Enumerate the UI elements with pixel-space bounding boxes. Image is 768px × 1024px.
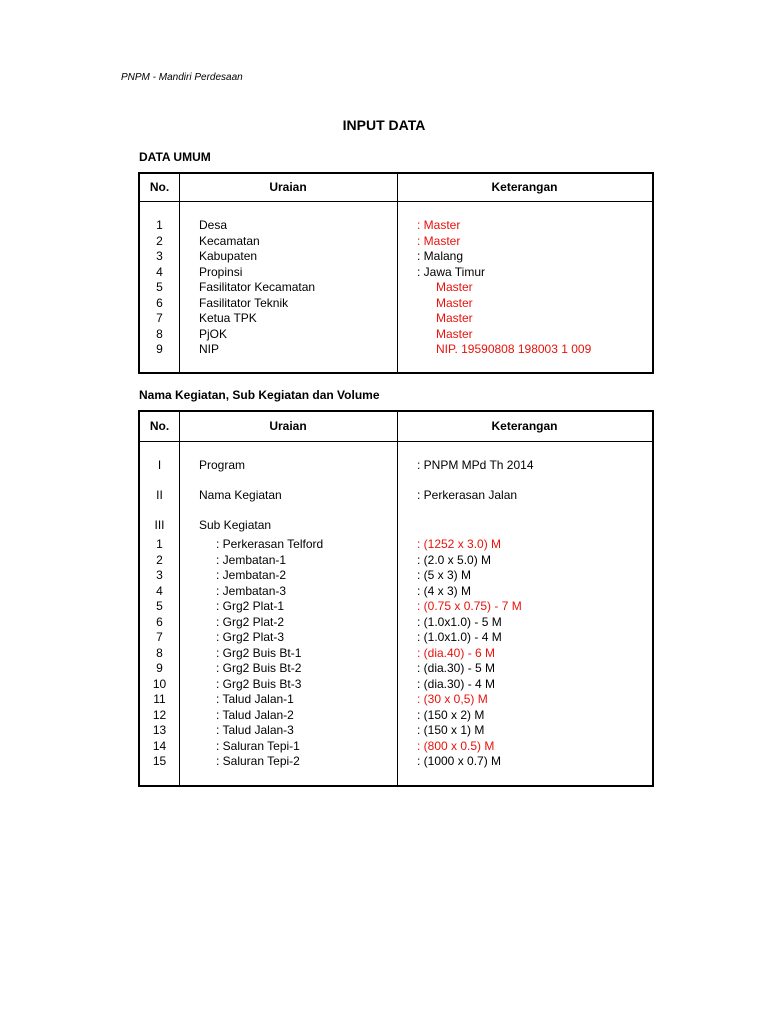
- table-row: [140, 280, 652, 296]
- row-uraian: : Perkerasan Telford: [216, 537, 324, 551]
- table-row: [140, 218, 652, 234]
- table-row: [140, 615, 652, 631]
- row-keterangan: : (150 x 1) M: [417, 723, 485, 737]
- row-uraian: : Grg2 Plat-1: [216, 599, 285, 613]
- col-uraian-header: Uraian: [269, 180, 307, 194]
- row-keterangan: Master: [436, 280, 473, 294]
- row-uraian: NIP: [199, 342, 220, 356]
- table-row: [140, 677, 652, 693]
- row-uraian: : Grg2 Plat-2: [216, 614, 285, 629]
- table-header: [140, 412, 652, 442]
- row-number: 14: [152, 738, 167, 753]
- row-keterangan: : (dia.40) - 6 M: [417, 645, 496, 660]
- table-header: [140, 174, 652, 202]
- kegiatan-table: [138, 410, 654, 787]
- row-number: 12: [152, 707, 167, 722]
- table-row: [140, 488, 652, 518]
- row-uraian: Kecamatan: [199, 233, 260, 248]
- row-keterangan: Master: [436, 295, 473, 310]
- row-number: 6: [156, 295, 163, 310]
- table-row: [140, 599, 652, 615]
- section-title-data-umum: DATA UMUM: [139, 150, 211, 164]
- row-number: 7: [156, 630, 163, 644]
- row-uraian: : Grg2 Plat-3: [216, 630, 285, 644]
- row-keterangan: Master: [436, 326, 473, 341]
- row-number: 1: [156, 537, 163, 551]
- row-number: 8: [156, 645, 163, 660]
- row-number: 5: [156, 280, 163, 294]
- table-row: [140, 553, 652, 569]
- row-uraian: : Jembatan-1: [216, 552, 287, 567]
- row-number: 2: [156, 233, 163, 248]
- row-keterangan: : Perkerasan Jalan: [417, 488, 518, 502]
- row-uraian: Desa: [199, 218, 228, 232]
- row-keterangan: : (0.75 x 0.75) - 7 M: [417, 599, 522, 613]
- row-keterangan: : (150 x 2) M: [417, 707, 485, 722]
- row-uraian: : Grg2 Buis Bt-2: [216, 661, 302, 675]
- page-title: INPUT DATA: [342, 117, 426, 133]
- row-uraian: : Jembatan-2: [216, 568, 287, 582]
- table-row: [140, 265, 652, 281]
- row-uraian: : Talud Jalan-3: [216, 723, 294, 737]
- row-number: 4: [156, 264, 163, 279]
- row-number: III: [154, 518, 165, 532]
- row-keterangan: : (4 x 3) M: [417, 583, 472, 598]
- col-keterangan-header: Keterangan: [491, 180, 558, 194]
- row-number: 15: [152, 754, 167, 768]
- row-number: II: [156, 488, 163, 502]
- row-uraian: Kabupaten: [199, 249, 258, 263]
- row-keterangan: : Master: [417, 218, 461, 232]
- row-uraian: Nama Kegiatan: [199, 488, 282, 502]
- row-number: 8: [156, 326, 163, 341]
- col-no-header: No.: [149, 419, 170, 433]
- row-keterangan: : (5 x 3) M: [417, 568, 472, 582]
- row-number: 3: [156, 249, 163, 263]
- row-number: 13: [152, 723, 167, 737]
- row-uraian: Ketua TPK: [199, 311, 257, 325]
- row-keterangan: Master: [436, 311, 473, 325]
- col-keterangan-header: Keterangan: [491, 419, 558, 433]
- row-number: 9: [156, 342, 163, 356]
- table-row: [140, 249, 652, 265]
- row-number: 10: [152, 676, 167, 691]
- table-row: [140, 234, 652, 250]
- row-keterangan: : (dia.30) - 4 M: [417, 676, 496, 691]
- row-uraian: PjOK: [199, 326, 228, 341]
- row-keterangan: : (dia.30) - 5 M: [417, 661, 496, 675]
- table-row: [140, 723, 652, 739]
- col-no-header: No.: [149, 180, 170, 194]
- row-keterangan: : Malang: [417, 249, 464, 263]
- row-keterangan: : Master: [417, 233, 461, 248]
- row-keterangan: : (2.0 x 5.0) M: [417, 552, 492, 567]
- row-uraian: : Grg2 Buis Bt-1: [216, 645, 302, 660]
- row-uraian: : Saluran Tepi-1: [216, 738, 300, 753]
- row-keterangan: : Jawa Timur: [417, 264, 486, 279]
- table-body: [140, 202, 652, 358]
- row-keterangan: : PNPM MPd Th 2014: [417, 458, 534, 472]
- col-uraian-header: Uraian: [269, 419, 307, 433]
- row-number: 6: [156, 614, 163, 629]
- row-uraian: : Grg2 Buis Bt-3: [216, 676, 302, 691]
- row-uraian: Fasilitator Kecamatan: [199, 280, 316, 294]
- row-uraian: Program: [199, 458, 246, 472]
- table-row: [140, 327, 652, 343]
- section-title-kegiatan: Nama Kegiatan, Sub Kegiatan dan Volume: [139, 388, 380, 402]
- row-uraian: : Jembatan-3: [216, 583, 287, 598]
- row-uraian: Propinsi: [199, 264, 243, 279]
- data-umum-table: [138, 172, 654, 374]
- table-row: [140, 754, 652, 770]
- row-number: 1: [156, 218, 163, 232]
- table-row: [140, 537, 652, 553]
- row-number: 2: [156, 552, 163, 567]
- row-keterangan: : (1000 x 0.7) M: [417, 754, 502, 768]
- row-uraian: : Talud Jalan-2: [216, 707, 294, 722]
- row-uraian: : Talud Jalan-1: [216, 692, 294, 706]
- table-row: [140, 646, 652, 662]
- row-number: 3: [156, 568, 163, 582]
- header-note: PNPM - Mandiri Perdesaan: [121, 72, 243, 83]
- table-row: [140, 296, 652, 312]
- row-keterangan: NIP. 19590808 198003 1 009: [436, 342, 592, 356]
- table-row: [140, 458, 652, 488]
- row-keterangan: : (1.0x1.0) - 4 M: [417, 630, 502, 644]
- row-number: 4: [156, 583, 163, 598]
- row-uraian: Sub Kegiatan: [199, 518, 272, 532]
- row-number: 5: [156, 599, 163, 613]
- row-uraian: : Saluran Tepi-2: [216, 754, 300, 768]
- row-uraian: Fasilitator Teknik: [199, 295, 289, 310]
- table-row: [140, 584, 652, 600]
- table-row: [140, 708, 652, 724]
- row-keterangan: : (30 x 0,5) M: [417, 692, 488, 706]
- row-keterangan: : (1252 x 3.0) M: [417, 537, 502, 551]
- row-keterangan: : (800 x 0.5) M: [417, 738, 495, 753]
- table-row: [140, 342, 652, 358]
- table-body: [140, 442, 652, 770]
- table-row: [140, 739, 652, 755]
- table-row: [140, 692, 652, 708]
- table-row: [140, 568, 652, 584]
- row-keterangan: : (1.0x1.0) - 5 M: [417, 614, 502, 629]
- row-number: 11: [153, 692, 166, 706]
- table-row: [140, 518, 652, 537]
- row-number: 7: [156, 311, 163, 325]
- row-number: 9: [156, 661, 163, 675]
- table-row: [140, 661, 652, 677]
- table-row: [140, 630, 652, 646]
- table-row: [140, 311, 652, 327]
- row-number: I: [157, 458, 162, 472]
